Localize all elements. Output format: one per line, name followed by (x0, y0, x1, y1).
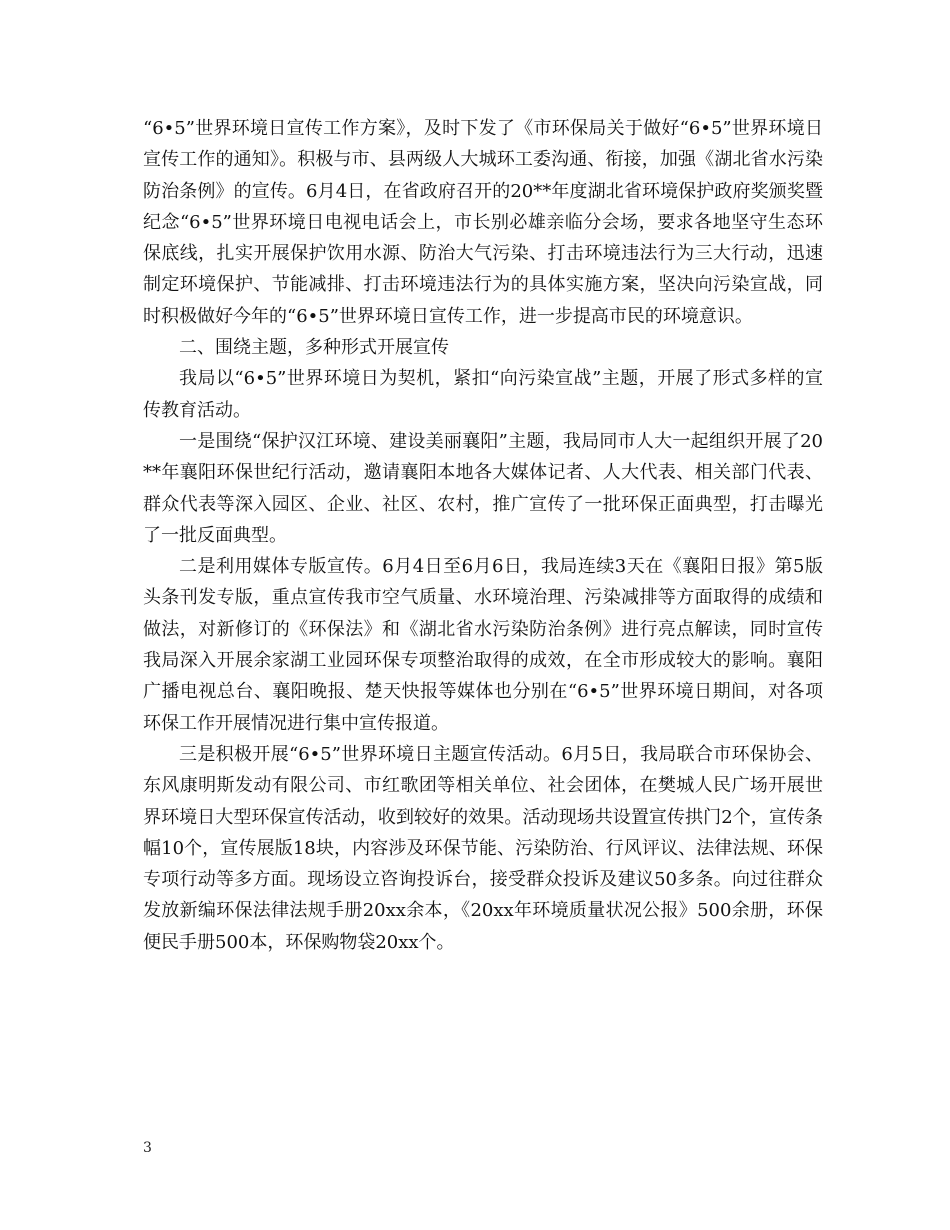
paragraph-item-three: 三是积极开展“6•5”世界环境日主题宣传活动。6月5日，我局联合市环保协会、东风康明斯发动有限公司、市红歌团等相关单位、社会团体，在樊城人民广场开展世界环境日大型环保宣传活动，收到较好的效果。活动现场共设置宣传拱门2个，宣传条幅10个，宣传展版18块，内容涉及环保节能、污染防治、行风评议、法律法规、环保专项行动等多方面。现场设立咨询投诉台，接受群众投诉及建议50多条。向过往群众发放新编环保法律法规手册20xx余本，《20xx年环境质量状况公报》500余册，环保便民手册500本，环保购物袋20xx个。 (143, 743, 823, 953)
paragraph-continuation: “6•5”世界环境日宣传工作方案》，及时下发了《市环保局关于做好“6•5”世界环境日宣传工作的通知》。积极与市、县两级人大城环工委沟通、衔接，加强《湖北省水污染防治条例》的宣传。6月4日，在省政府召开的20**年度湖北省环境保护政府奖颁奖暨纪念“6•5”世界环境日电视电话会上，市长别必雄亲临分会场，要求各地坚守生态环保底线，扎实开展保护饮用水源、防治大气污染、打击环境违法行为三大行动，迅速制定环境保护、节能减排、打击环境违法行为的具体实施方案，坚决向污染宣战，同时积极做好今年的“6•5”世界环境日宣传工作，进一步提高市民的环境意识。 (143, 118, 823, 327)
document-body (143, 113, 823, 958)
page-number: 3 (143, 1140, 152, 1156)
paragraph-intro: 我局以“6•5”世界环境日为契机，紧扣“向污染宣战”主题，开展了形式多样的宣传教育活动。 (143, 368, 823, 421)
section-heading: 二、围绕主题，多种形式开展宣传 (179, 337, 449, 359)
paragraph-item-two: 二是利用媒体专版宣传。6月4日至6月6日，我局连续3天在《襄阳日报》第5版头条刊发专版，重点宣传我市空气质量、水环境治理、污染减排等方面取得的成绩和做法，对新修订的《环保法》和《湖北省水污染防治条例》进行亮点解读，同时宣传我局深入开展余家湖工业园环保专项整治取得的成效，在全市形成较大的影响。襄阳广播电视总台、襄阳晚报、楚天快报等媒体也分别在“6•5”世界环境日期间，对各项环保工作开展情况进行集中宣传报道。 (143, 556, 823, 734)
paragraph-item-one: 一是围绕“保护汉江环境、建设美丽襄阳”主题，我局同市人大一起组织开展了20**年襄阳环保世纪行活动，邀请襄阳本地各大媒体记者、人大代表、相关部门代表、群众代表等深入园区、企业、社区、农村，推广宣传了一批环保正面典型，打击曝光了一批反面典型。 (143, 430, 823, 546)
